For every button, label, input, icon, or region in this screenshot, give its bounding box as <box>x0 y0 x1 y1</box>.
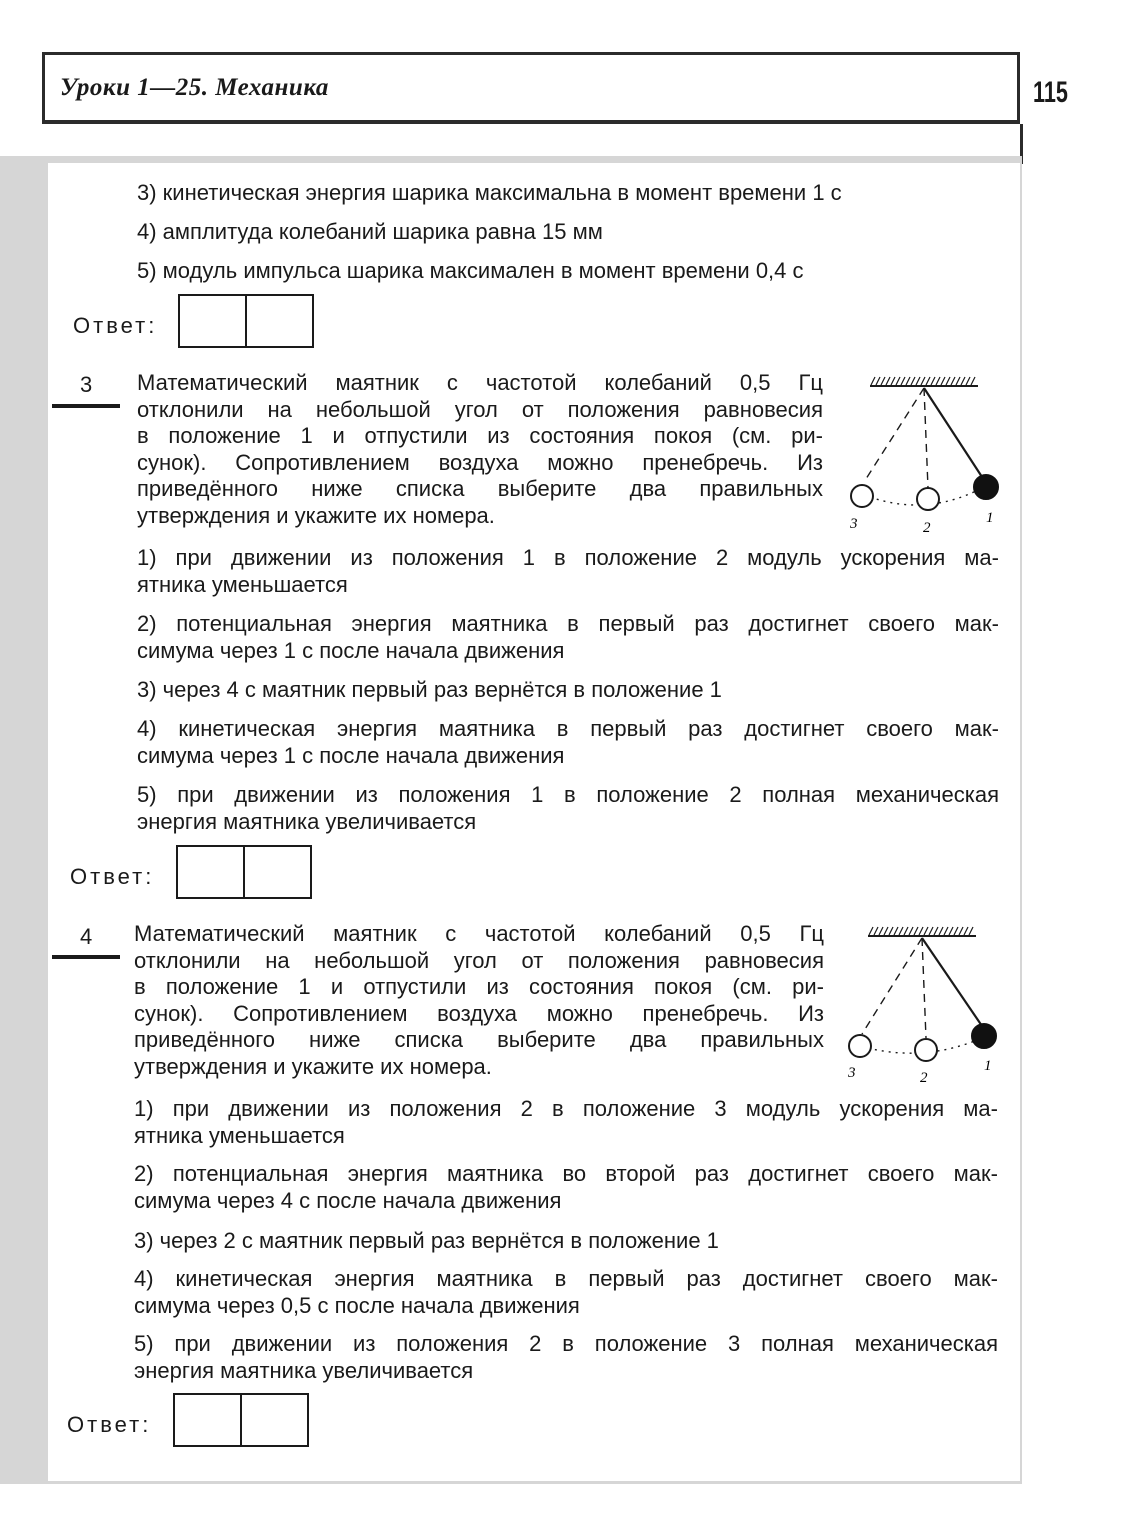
task-3-option-1 <box>137 545 999 598</box>
pendulum-figure-3 <box>840 372 1010 538</box>
task-3-option-5 <box>137 782 999 835</box>
task-4-line: Математический маятник с частотой колебаний 0,5 Гц <box>134 921 824 946</box>
bob-position-3 <box>851 485 873 507</box>
answer-cell-2[interactable] <box>245 296 312 346</box>
task-4-line: приведённого ниже списка выберите два правильных <box>134 1027 824 1052</box>
task-4-option-4 <box>134 1266 998 1319</box>
answer-cell-1[interactable] <box>175 1395 240 1445</box>
task-4-option-2 <box>134 1161 998 1214</box>
prev-option-3: 3) кинетическая энергия шарика максимальна в момент времени 1 с <box>137 180 842 205</box>
string-position-3 <box>864 388 924 482</box>
label-2: 2 <box>920 1070 928 1086</box>
section-title: Уроки 1—25. Механика <box>60 74 329 101</box>
option-line: ятника уменьшается <box>137 571 348 597</box>
label-3: 3 <box>850 516 858 532</box>
page-number: 115 <box>1033 76 1068 109</box>
label-1: 1 <box>984 1058 992 1074</box>
string-position-2 <box>922 938 926 1038</box>
option-line: 1) при движении из положения 2 в положение 3 модуль ускорения ма- <box>134 1096 998 1121</box>
ceiling-hatch <box>870 377 978 386</box>
task-4-line: утверждения и укажите их номера. <box>134 1053 492 1079</box>
string-position-2 <box>924 388 928 488</box>
answer-cell-1[interactable] <box>180 296 245 346</box>
label-2: 2 <box>923 520 931 536</box>
task-3-line: отклонили на небольшой угол от положения равновесия <box>137 396 823 422</box>
string-position-3 <box>862 938 922 1034</box>
bob-position-2 <box>917 488 939 510</box>
option-line: 2) потенциальная энергия маятника в первый раз достигнет своего мак- <box>137 611 999 636</box>
bob-position-2 <box>915 1039 937 1061</box>
ceiling-hatch <box>868 927 976 936</box>
task-3-line: сунок). Сопротивлением воздуха можно пренебречь. Из <box>137 449 823 475</box>
string-position-1 <box>924 388 984 480</box>
option-line: симума через 0,5 с после начала движения <box>134 1292 580 1318</box>
task-3-statement <box>137 370 823 529</box>
label-1: 1 <box>986 510 994 526</box>
task-3-option-4 <box>137 716 999 769</box>
task-3-number: 3 <box>80 372 93 397</box>
task-3-number-rule <box>52 404 120 408</box>
prev-answer-box[interactable] <box>178 294 314 348</box>
task-3-line: в положение 1 и отпустили из состояния покоя (см. ри- <box>137 423 823 448</box>
task-4-line: в положение 1 и отпустили из состояния покоя (см. ри- <box>134 974 824 999</box>
task-3-line: приведённого ниже списка выберите два правильных <box>137 476 823 501</box>
task-4-line: отклонили на небольшой угол от положения равновесия <box>134 947 824 973</box>
option-line: симума через 1 с после начала движения <box>137 637 565 663</box>
task-3-line: Математический маятник с частотой колебаний 0,5 Гц <box>137 370 823 395</box>
prev-option-5: 5) модуль импульса шарика максимален в момент времени 0,4 с <box>137 258 804 283</box>
bob-position-1 <box>974 475 998 499</box>
prev-answer-label: Ответ: <box>73 313 158 338</box>
option-line: 4) кинетическая энергия маятника в первый раз достигнет своего мак- <box>137 716 999 741</box>
label-3: 3 <box>848 1065 856 1081</box>
task-4-option-5 <box>134 1331 998 1384</box>
option-line: 5) при движении из положения 1 в положение 2 полная механическая <box>137 782 999 807</box>
task-4-option-3: 3) через 2 с маятник первый раз вернётся в положение 1 <box>134 1228 719 1253</box>
task-4-answer-box[interactable] <box>173 1393 309 1447</box>
task-3-option-3: 3) через 4 с маятник первый раз вернётся в положение 1 <box>137 677 722 702</box>
option-line: симума через 1 с после начала движения <box>137 742 565 768</box>
option-line: энергия маятника увеличивается <box>137 808 477 834</box>
task-4-answer-label: Ответ: <box>67 1412 152 1437</box>
task-4-number: 4 <box>80 924 93 949</box>
task-3-line: утверждения и укажите их номера. <box>137 502 495 528</box>
task-3-option-2 <box>137 611 999 664</box>
option-line: 5) при движении из положения 2 в положение 3 полная механическая <box>134 1331 998 1356</box>
task-4-statement <box>134 921 824 1080</box>
answer-cell-2[interactable] <box>243 847 310 897</box>
option-line: 1) при движении из положения 1 в положение 2 модуль ускорения ма- <box>137 545 999 570</box>
option-line: ятника уменьшается <box>134 1122 345 1148</box>
task-4-number-rule <box>52 955 120 959</box>
bob-position-3 <box>849 1035 871 1057</box>
task-4-option-1 <box>134 1096 998 1149</box>
option-line: симума через 4 с после начала движения <box>134 1187 562 1213</box>
task-3-answer-label: Ответ: <box>70 864 155 889</box>
task-4-line: сунок). Сопротивлением воздуха можно пренебречь. Из <box>134 1000 824 1026</box>
prev-option-4: 4) амплитуда колебаний шарика равна 15 мм <box>137 219 603 244</box>
pendulum-figure-4 <box>838 922 1008 1088</box>
option-line: 4) кинетическая энергия маятника в первый раз достигнет своего мак- <box>134 1266 998 1291</box>
string-position-1 <box>922 938 982 1026</box>
option-line: 2) потенциальная энергия маятника во второй раз достигнет своего мак- <box>134 1161 998 1186</box>
answer-cell-2[interactable] <box>240 1395 307 1445</box>
answer-cell-1[interactable] <box>178 847 243 897</box>
bob-position-1 <box>972 1024 996 1048</box>
option-line: энергия маятника увеличивается <box>134 1357 474 1383</box>
task-3-answer-box[interactable] <box>176 845 312 899</box>
